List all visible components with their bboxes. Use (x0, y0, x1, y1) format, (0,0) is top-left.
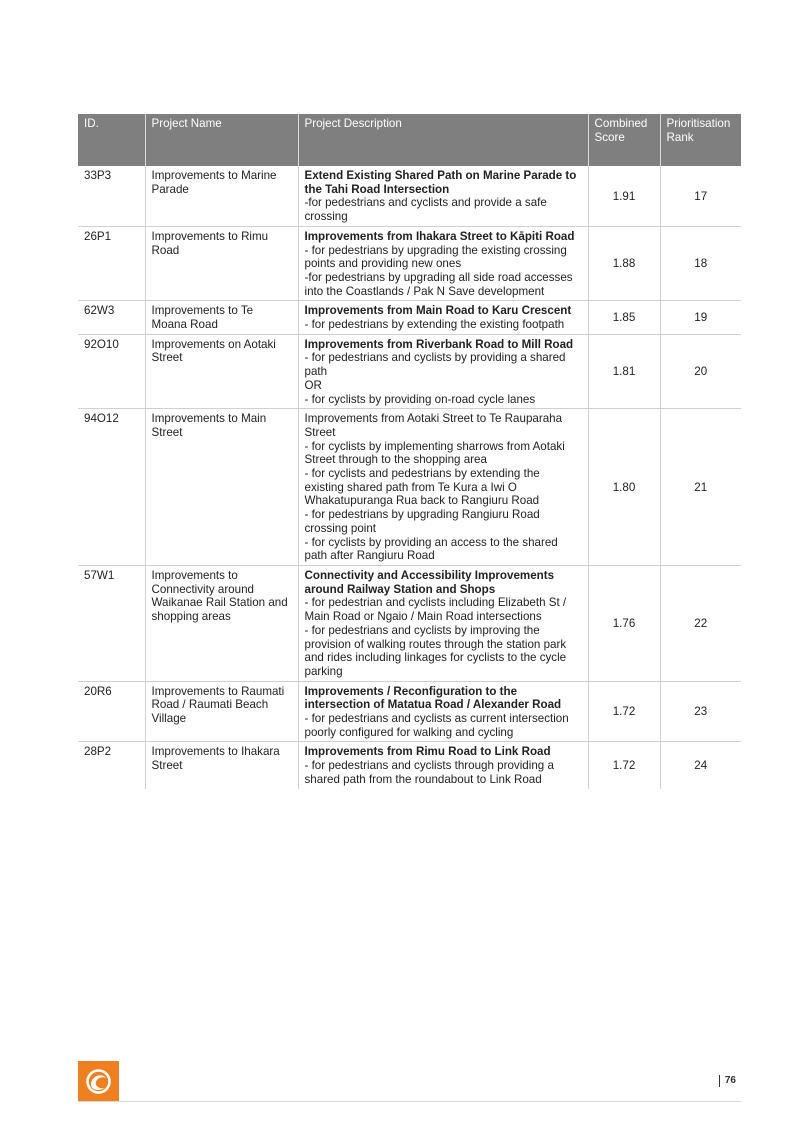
description-line: - for cyclists by providing an access to the shared path after Rangiuru Road (304, 535, 558, 563)
cell-project-description (298, 301, 588, 334)
description-title: Improvements from Riverbank Road to Mill Road (304, 337, 574, 351)
description-title: Improvements from Main Road to Karu Crescent (304, 304, 572, 318)
cell-id: 33P3 (78, 166, 145, 226)
cell-project-description (298, 681, 588, 742)
cell-id: 28P2 (84, 745, 112, 759)
table-row (78, 565, 741, 681)
cell-id: 26P1 (78, 226, 145, 301)
cell-project-description (298, 409, 588, 566)
description-line: - for cyclists and pedestrians by extending the existing shared path from Te Kura a Iwi O Whakatupuranga Rua back to Rangiuru Road (304, 467, 540, 508)
table-row (78, 742, 741, 789)
cell-prioritisation-rank: 24 (660, 742, 741, 789)
cell-project-name: Improvements to Marine Parade (145, 166, 298, 226)
cell-prioritisation-rank: 17 (660, 166, 741, 226)
description-title: Connectivity and Accessibility Improvements around Railway Station and Shops (304, 568, 555, 596)
cell-combined-score: 1.91 (588, 166, 660, 226)
table-row (78, 334, 741, 409)
description-title: Improvements / Reconfiguration to the intersection of Matatua Road / Alexander Road (304, 684, 562, 712)
cell-project-name: Improvements to Connectivity around Waikanae Rail Station and shopping areas (145, 565, 298, 681)
description-line: - for pedestrians and cyclists by improving the provision of walking routes through the station park and rides including linkages for cyclists to the cycle parking (304, 623, 567, 678)
cell-prioritisation-rank: 19 (660, 301, 741, 334)
table-body (78, 166, 741, 789)
cell-project-description (298, 334, 588, 409)
cell-combined-score: 1.76 (588, 565, 660, 681)
description-title: Improvements from Ihakara Street to Kāpiti Road (304, 229, 575, 243)
header-prioritisation-rank: Prioritisation Rank (660, 114, 741, 166)
projects-table-container (78, 114, 741, 789)
header-id: ID. (78, 114, 145, 166)
description-line: - for cyclists by providing on-road cycle lanes (304, 392, 536, 406)
header-combined-score: Combined Score (588, 114, 660, 166)
cell-project-name: Improvements to Main Street (145, 409, 298, 566)
description-line: -for pedestrians by upgrading all side road accesses into the Coastlands / Pak N Save development (304, 270, 573, 298)
description-line: - for pedestrians by extending the existing footpath (304, 318, 565, 332)
table-row (78, 681, 741, 742)
cell-combined-score: 1.80 (588, 409, 660, 566)
cell-id: 20R6 (78, 681, 145, 742)
cell-project-name: Improvements to Rimu Road (145, 226, 298, 301)
description-line: Improvements from Aotaki Street to Te Rauparaha Street (304, 412, 563, 439)
table-header (78, 114, 741, 166)
cell-combined-score: 1.72 (588, 681, 660, 742)
cell-id: 62W3 (78, 301, 145, 334)
cell-project-name: Improvements to Ihakara Street (145, 742, 298, 789)
cell-id: 57W1 (78, 565, 145, 681)
cell-id: 92O10 (78, 334, 145, 409)
cell-prioritisation-rank: 20 (660, 334, 741, 409)
projects-table (78, 114, 741, 789)
cell-project-description (298, 166, 588, 226)
cell-id: 94O12 (78, 409, 145, 566)
footer-divider (78, 1101, 741, 1102)
cell-project-name: Improvements to Te Moana Road (145, 301, 298, 334)
cell-combined-score: 1.81 (588, 334, 660, 409)
table-row (78, 409, 741, 566)
cell-prioritisation-rank: 21 (660, 409, 741, 566)
page-number: 76 (719, 1075, 736, 1087)
cell-combined-score: 1.85 (588, 301, 660, 334)
description-line: - for cyclists by implementing sharrows from Aotaki Street through to the shopping area (304, 439, 565, 467)
cell-project-description (298, 565, 588, 681)
cell-prioritisation-rank: 23 (660, 681, 741, 742)
header-row (78, 114, 741, 166)
description-title: Improvements from Rimu Road to Link Road (304, 745, 551, 759)
cell-project-name: Improvements to Raumati Road / Raumati Beach Village (145, 681, 298, 742)
cell-prioritisation-rank: 18 (660, 226, 741, 301)
cell-prioritisation-rank: 22 (660, 565, 741, 681)
description-line: - for pedestrians and cyclists through providing a shared path from the roundabout to Link Road (304, 759, 554, 786)
table-row (78, 226, 741, 301)
logo-swirl-graphic (78, 1061, 119, 1102)
header-project-name: Project Name (145, 114, 298, 166)
description-line: - for pedestrians and cyclists as current intersection poorly configured for walking and cycling (304, 712, 569, 739)
description-line: - for pedestrians and cyclists by providing a shared path (304, 351, 566, 379)
cell-project-name: Improvements on Aotaki Street (145, 334, 298, 409)
description-line: - for pedestrians by upgrading Rangiuru Road crossing point (304, 508, 540, 535)
description-title: Extend Existing Shared Path on Marine Parade to the Tahi Road Intersection (304, 169, 577, 196)
cell-combined-score: 1.88 (588, 226, 660, 301)
cell-combined-score: 1.72 (588, 742, 660, 789)
cell-project-description (298, 226, 588, 301)
table-row (78, 166, 741, 226)
description-line: - for pedestrian and cyclists including Elizabeth St / Main Road or Ngaio / Main Road intersections (304, 596, 567, 624)
header-project-description: Project Description (298, 114, 588, 166)
description-line: - for pedestrians by upgrading the existing crossing points and providing new ones (304, 243, 567, 271)
description-line: OR (304, 378, 322, 392)
cell-project-description (298, 742, 588, 789)
council-swirl-logo-icon (78, 1061, 119, 1102)
description-line: -for pedestrians and cyclists and provide a safe crossing (304, 196, 547, 224)
table-row (78, 301, 741, 334)
